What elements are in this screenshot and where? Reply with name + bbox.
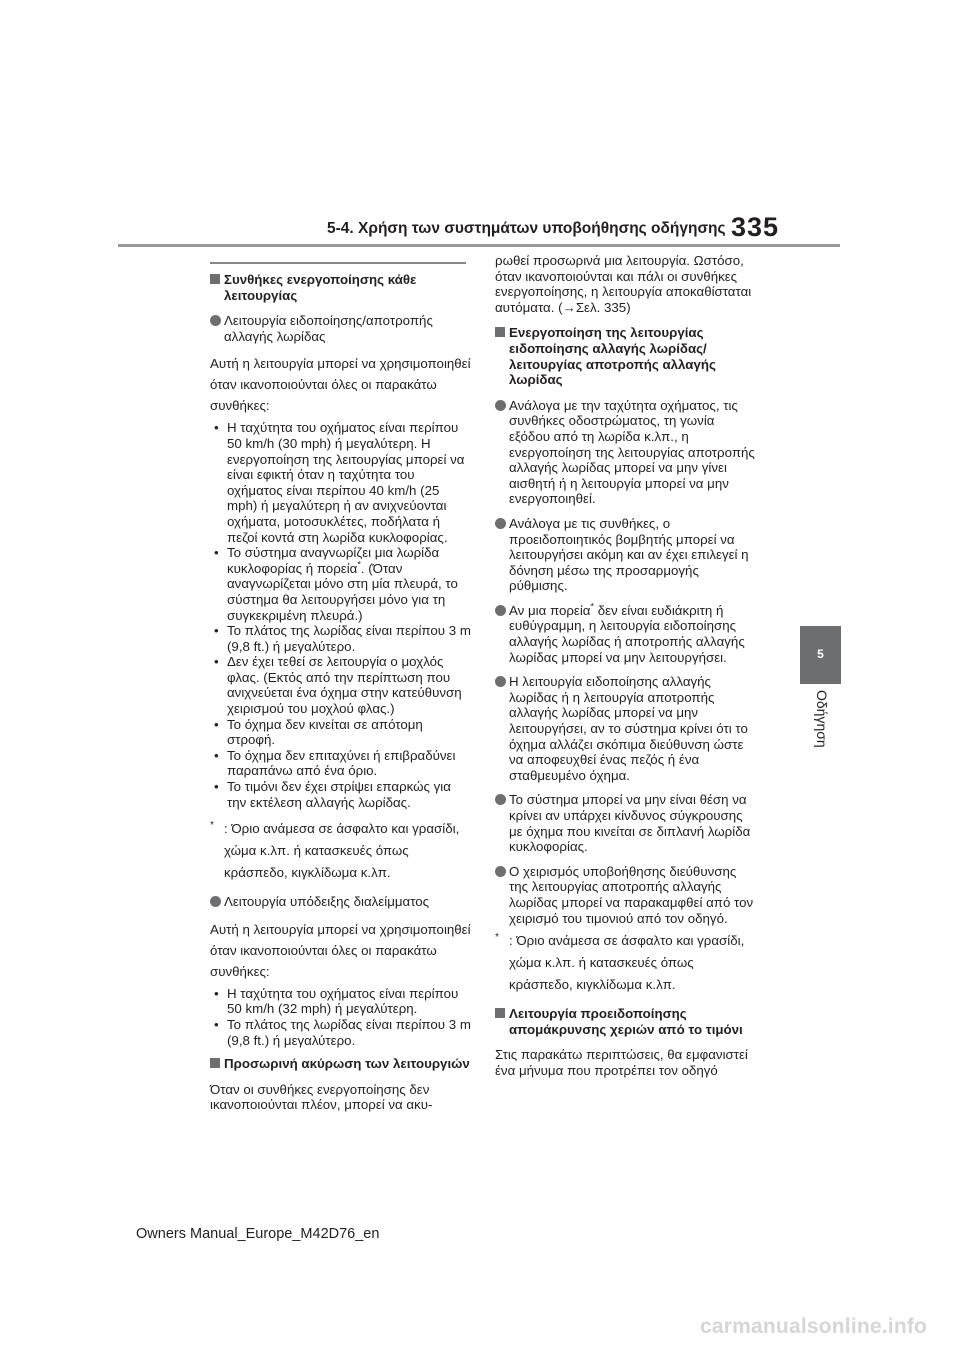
square-bullet-icon xyxy=(210,1058,220,1068)
list-item: • Δεν έχει τεθεί σε λειτουργία ο μοχλός φλας. (Εκτός από την περίπτωση που ανιχνεύεται ένα όχημα στην κατεύθυνση χειρισμού του μοχλού φλας.) xyxy=(214,654,462,717)
section-heading: Ενεργοποίηση της λειτουργίας ειδοποίησης αλλαγής λωρίδας/λειτουργίας αποτροπής αλλαγής λωρίδας xyxy=(495,325,757,387)
list-item: • Το τιμόνι δεν έχει στρίψει επαρκώς για την εκτέλεση αλλαγής λωρίδας. xyxy=(214,779,451,810)
footer-manual-id: Owners Manual_Europe_M42D76_en xyxy=(136,1226,380,1242)
paragraph: Όταν οι συνθήκες ενεργοποίησης δεν ικανοποιούνται πλέον, μπορεί να ακυ- xyxy=(210,1081,433,1113)
square-bullet-icon xyxy=(495,1008,505,1018)
square-bullet-icon xyxy=(495,327,505,337)
list-item: • Η ταχύτητα του οχήματος είναι περίπου 50 km/h (32 mph) ή μεγαλύτερη. xyxy=(214,985,459,1017)
list-item: Το σύστημα μπορεί να μην είναι θέση να κρίνει αν υπάρχει κίνδυνος σύγκρουσης με όχημα που κινείται σε διπλανή λωρίδα κυκλοφορίας. xyxy=(495,792,757,854)
header-divider xyxy=(118,244,840,247)
circle-bullet-icon xyxy=(495,518,506,529)
circle-bullet-icon xyxy=(495,676,506,687)
chapter-label: Οδήγηση xyxy=(814,690,830,748)
bullet-list xyxy=(210,986,472,1048)
watermark-logo: carmanualsonline.info xyxy=(700,1315,928,1338)
circle-bullet-icon xyxy=(495,605,506,616)
paragraph: Αυτή η λειτουργία μπορεί να χρησιμοποιηθεί όταν ικανοποιούνται όλες οι παρακάτω συνθήκες: xyxy=(210,356,471,414)
circle-bullet-icon xyxy=(495,400,506,411)
list-item: Ο χειρισμός υποβοήθησης διεύθυνσης της λειτουργίας αποτροπής αλλαγής λωρίδας μπορεί να παρακαμφθεί από τον χειρισμό του τιμονιού από τον οδηγό. xyxy=(495,864,757,926)
paragraph: Στις παρακάτω περιπτώσεις, θα εμφανιστεί ένα μήνυμα που προτρέπει τον οδηγό xyxy=(495,1047,748,1078)
circle-bullet-icon xyxy=(495,866,506,877)
chapter-tab[interactable]: 5 xyxy=(800,626,841,684)
list-item: Αν μια πορεία* δεν είναι ευδιάκριτη ή ευθύγραμμη, η λειτουργία ειδοποίησης αλλαγής λωρίδας ή αποτροπής αλλαγής λωρίδας μπορεί να μην λειτουργήσει. xyxy=(495,603,757,665)
list-item: • Η ταχύτητα του οχήματος είναι περίπου 50 km/h (30 mph) ή μεγαλύτερη. Η ενεργοποίηση της λειτουργίας μπορεί να είναι εφικτή όταν η ταχύτητα του οχήματος είναι περίπου 40 km/h (25 mph) ή μεγαλύτερη ή αν ανιχνεύονται οχήματα, μοτοσυκλέτες, ποδήλατα ή πεζοί κοντά στη λωρίδα κυκλοφορίας. xyxy=(214,420,465,545)
bullet-list xyxy=(210,420,472,810)
section-heading: Προσωρινή ακύρωση των λειτουργιών xyxy=(210,1056,472,1072)
list-item: Η λειτουργία ειδοποίησης αλλαγής λωρίδας ή η λειτουργία αποτροπής αλλαγής λωρίδας μπορεί να μην λειτουργήσει, αν το σύστημα κρίνει ότι το όχημα αλλάζει σκόπιμα διεύθυνση ώστε να αποφευχθεί ένας πεζός ή ένα σταθμευμένο όχημα. xyxy=(495,674,757,783)
list-item: • Το πλάτος της λωρίδας είναι περίπου 3 m (9,8 ft.) ή μεγαλύτερο. xyxy=(214,1017,471,1048)
subsection-heading: Λειτουργία ειδοποίησης/αποτροπής αλλαγής λωρίδας xyxy=(210,313,472,344)
right-column xyxy=(495,253,757,1083)
subsection-heading: Λειτουργία υπόδειξης διαλείμματος xyxy=(210,894,472,910)
list-item: Ανάλογα με την ταχύτητα οχήματος, τις συνθήκες οδοστρώματος, τη γωνία εξόδου από τη λωρίδα κ.λπ., η ενεργοποίηση της λειτουργίας αποτροπής αλλαγής λωρίδας μπορεί να μην γίνει αισθητή ή η λειτουργία μπορεί να μην ενεργοποιηθεί. xyxy=(495,398,757,507)
footnote: * : Όριο ανάμεσα σε άσφαλτο και γρασίδι, χώμα κ.λπ. ή κατασκευές όπως κράσπεδο, κιγκλίδωμα κ.λπ. xyxy=(210,820,460,881)
list-item: • Το όχημα δεν επιταχύνει ή επιβραδύνει παραπάνω από ένα όριο. xyxy=(214,747,456,779)
column-divider xyxy=(210,262,466,264)
section-header-title: 5-4. Χρήση των συστημάτων υποβοήθησης οδήγησης xyxy=(327,220,726,237)
square-bullet-icon xyxy=(210,274,220,284)
list-item: • Το όχημα δεν κινείται σε απότομη στροφή. xyxy=(214,716,423,748)
circle-bullet-icon xyxy=(210,315,221,326)
page-number: 335 xyxy=(731,212,780,242)
circle-bullet-icon xyxy=(495,794,506,805)
list-item: Ανάλογα με τις συνθήκες, ο προειδοποιητικός βομβητής μπορεί να λειτουργήσει ακόμη και αν έχει επιλεγεί η δόνηση μέσω της προσαρμογής ρύθμισης. xyxy=(495,516,757,594)
paragraph: Αυτή η λειτουργία μπορεί να χρησιμοποιηθεί όταν ικανοποιούνται όλες οι παρακάτω συνθήκες: xyxy=(210,921,471,979)
list-item: • Το σύστημα αναγνωρίζει μια λωρίδα κυκλοφορίας ή πορεία*. (Όταν αναγνωρίζεται μόνο στη μία πλευρά, το σύστημα θα λειτουργήσει μόνο για τη συγκεκριμένη πλευρά.) xyxy=(214,545,458,623)
paragraph: ρωθεί προσωρινά μια λειτουργία. Ωστόσο, όταν ικανοποιούνται και πάλι οι συνθήκες ενεργοποίησης, η λειτουργία αποκαθίσταται αυτόματα. (→Σελ. 335) xyxy=(495,253,752,315)
left-column xyxy=(210,272,472,1119)
section-heading: Συνθήκες ενεργοποίησης κάθε λειτουργίας xyxy=(210,272,472,303)
circle-bullet-icon xyxy=(210,896,221,907)
section-heading: Λειτουργία προειδοποίησης απομάκρυνσης χεριών από το τιμόνι xyxy=(495,1006,757,1037)
list-item: • Το πλάτος της λωρίδας είναι περίπου 3 m (9,8 ft.) ή μεγαλύτερο. xyxy=(214,623,471,654)
footnote: * : Όριο ανάμεσα σε άσφαλτο και γρασίδι, χώμα κ.λπ. ή κατασκευές όπως κράσπεδο, κιγκλίδωμα κ.λπ. xyxy=(495,932,745,993)
